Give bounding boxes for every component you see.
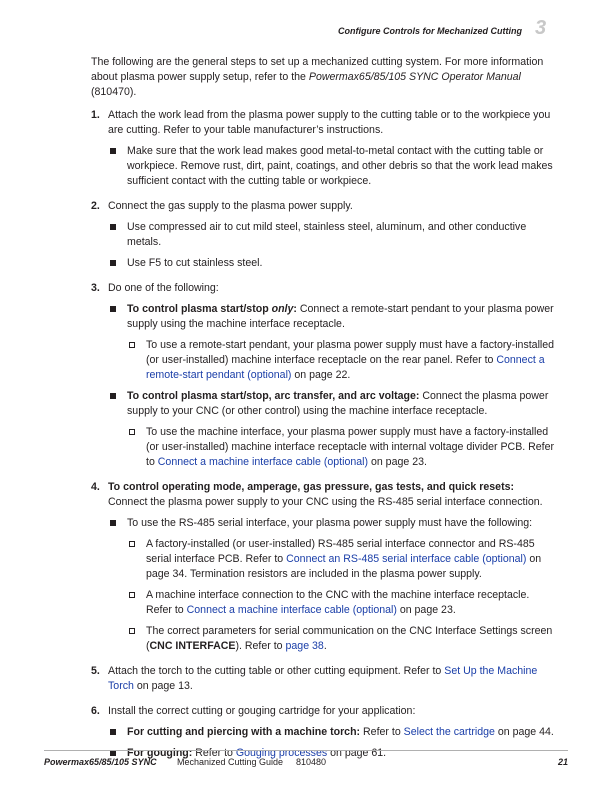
sub-bullet-item [127,588,556,618]
link-connect-remote-start-pendant[interactable]: Connect a remote-start pendant (optional) [146,354,545,381]
step-lead: To control operating mode, amperage, gas pressure, gas tests, and quick resets: [108,481,515,493]
bullet-lead-end: : [293,303,297,315]
square-bullet-icon [110,224,116,230]
step-text [108,664,556,694]
step-2 [91,199,556,271]
step-text: Do one of the following: [108,282,219,294]
bullet-lead: For cutting and piercing with a machine torch: [127,726,361,738]
sub-bullet-end: on page 23. [396,604,456,616]
step-body: Attach the torch to the cutting table or other cutting equipment. Refer to [108,665,445,677]
footer-part-number: 810480 [296,757,327,767]
bullet-lead-emphasis: only [271,303,294,315]
sub-bullet-body: To use a remote-start pendant, your plasma power supply must have a factory-installed (or user-installed) machine interface receptacle on the rear panel. Refer to [146,339,555,366]
square-bullet-icon [110,260,116,266]
operator-manual-title: Powermax65/85/105 SYNC Operator Manual [308,71,521,83]
bullet-text: Use F5 to cut stainless steel. [127,257,263,269]
link-gouging-processes[interactable]: Gouging processes [235,747,328,759]
bullet-item [108,302,556,383]
bullet-item [108,256,556,271]
bullet-body: Refer to [360,726,404,738]
sub-bullet-item [127,338,556,383]
step-number: 1. [91,109,100,121]
hollow-square-bullet-icon [129,628,135,634]
bullet-lead: For gouging: [127,747,193,759]
link-connect-machine-interface-cable[interactable]: Connect a machine interface cable (optional) [186,604,397,616]
square-bullet-icon [110,148,116,154]
step-number: 5. [91,665,100,677]
bullet-body: Connect a remote-start pendant to your plasma power supply using the machine interface receptacle. [127,303,554,330]
bullet-end: on page 44. [494,726,554,738]
bullet-item [108,220,556,250]
footer-divider [44,750,568,751]
step-number: 6. [91,705,100,717]
sub-bullet-text [146,425,556,470]
sub-bullet-end: on page 34. Termination resistors are included in the plasma power supply. [146,553,542,580]
step-number: 2. [91,200,100,212]
bullet-text [127,389,556,419]
step-6 [91,704,556,761]
page-header [0,0,612,50]
bullet-text: Make sure that the work lead makes good metal-to-metal contact with the cutting table or workpiece. Remove rust, dirt, paint, coatings, and other debris so that the work lead makes sufficient contact with the cutting table or workpiece. [127,145,553,187]
sub-bullet-item [127,537,556,582]
bullet-lead: To control plasma start/stop, arc transfer, and arc voltage: [127,390,420,402]
link-connect-machine-interface-cable[interactable]: Connect a machine interface cable (optional) [157,456,369,468]
page-number: 21 [557,757,568,767]
intro-text: The following are the general steps to set up a mechanized cutting system. For more information about plasma power supply setup, refer to the [91,56,544,83]
square-bullet-icon [110,520,116,526]
bullet-lead: To control plasma start/stop [127,303,272,315]
bullet-text [127,302,556,332]
step-3 [91,281,556,470]
step-number: 4. [91,481,100,493]
step-text [108,480,556,510]
footer-guide-title: Mechanized Cutting Guide [177,757,284,767]
bullet-text: Use compressed air to cut mild steel, stainless steel, aluminum, and other conductive metals. [127,221,527,248]
sub-bullet-end: . [323,640,327,652]
header-title: Configure Controls for Mechanized Cutting [338,26,522,36]
step-number: 3. [91,282,100,294]
square-bullet-icon [110,393,116,399]
sub-bullet-body: To use the machine interface, your plasma power supply must have a factory-installed (or user-installed) machine interface receptacle with internal voltage divider PCB. Refer to [146,426,555,468]
step-text: Install the correct cutting or gouging cartridge for your application: [108,705,416,717]
sub-bullet-text [146,624,556,654]
square-bullet-icon [110,306,116,312]
hollow-square-bullet-icon [129,429,135,435]
bullet-item [108,389,556,470]
sub-bullet-mid: ). Refer to [235,640,286,652]
chapter-number: 3 [535,17,547,39]
sub-bullet-text [146,537,556,582]
step-text: Attach the work lead from the plasma power supply to the cutting table or to the workpiece you are cutting. Refer to your table manufacturer’s instructions. [108,109,551,136]
step-body: Connect the plasma power supply to your CNC using the RS-485 serial interface connection. [108,496,543,508]
sub-bullet-item [127,425,556,470]
step-1 [91,108,556,189]
cnc-interface-label: CNC INTERFACE [149,640,236,652]
sub-bullet-item [127,624,556,654]
sub-bullet-end: on page 22. [291,369,351,381]
sub-bullet-end: on page 23. [368,456,427,468]
link-connect-rs485-cable[interactable]: Connect an RS-485 serial interface cable (optional) [286,553,527,565]
square-bullet-icon [110,729,116,735]
sub-bullet-text [146,588,556,618]
bullet-item [108,516,556,654]
hollow-square-bullet-icon [129,342,135,348]
link-page-38[interactable]: page 38 [285,640,324,652]
step-5 [91,664,556,694]
step-text: Connect the gas supply to the plasma power supply. [108,200,353,212]
hollow-square-bullet-icon [129,541,135,547]
page-content [91,55,556,771]
sub-bullet-body: A factory-installed (or user-installed) RS-485 serial interface connector and RS-485 serial interface PCB. Refer to [146,538,535,565]
bullet-item [108,725,556,740]
bullet-body: Connect the plasma power supply to your CNC (or other control) using the machine interface receptacle. [127,390,549,417]
link-select-the-cartridge[interactable]: Select the cartridge [403,726,495,738]
step-4 [91,480,556,654]
bullet-end: on page 61. [327,747,387,759]
sub-bullet-body: A machine interface connection to the CNC with the machine interface receptacle. Refer to [146,589,530,616]
sub-bullet-body: The correct parameters for serial communication on the CNC Interface Settings screen ( [146,625,553,652]
sub-bullet-text [146,338,556,383]
bullet-text [127,725,556,740]
intro-text-end: (810470). [91,86,137,98]
bullet-item [108,144,556,189]
page-footer [44,757,568,771]
bullet-body: Refer to [192,747,236,759]
bullet-text: To use the RS-485 serial interface, your plasma power supply must have the following: [127,517,533,529]
step-end: on page 13. [133,680,193,692]
intro-paragraph [91,55,556,100]
link-set-up-machine-torch[interactable]: Set Up the Machine Torch [108,665,538,692]
hollow-square-bullet-icon [129,592,135,598]
footer-product: Powermax65/85/105 SYNC [44,757,157,767]
